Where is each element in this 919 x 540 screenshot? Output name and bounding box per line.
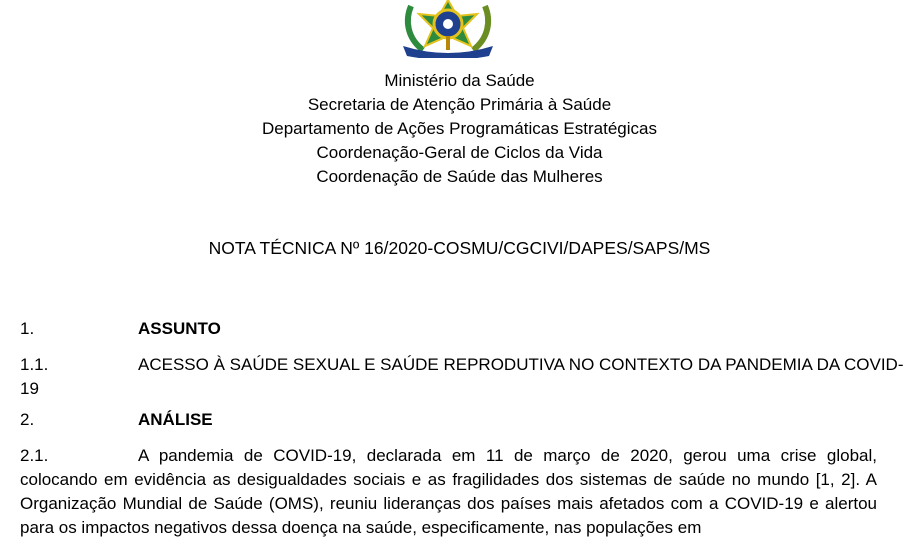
header-line-coordenacao: Coordenação de Saúde das Mulheres xyxy=(316,167,603,186)
header-line-departamento: Departamento de Ações Programáticas Estratégicas xyxy=(262,119,657,138)
section-text-line: ACESSO À SAÚDE SEXUAL E SAÚDE REPRODUTIVA NO CONTEXTO DA PANDEMIA DA COVID- xyxy=(138,355,904,374)
header-line-coordenacao-geral: Coordenação-Geral de Ciclos da Vida xyxy=(316,143,603,162)
brazil-coat-of-arms-emblem xyxy=(397,0,499,58)
section-number: 1. xyxy=(20,319,35,338)
section-text-line: 19 xyxy=(20,379,39,398)
section-number: 2.1. xyxy=(20,446,49,465)
section-heading: ASSUNTO xyxy=(138,319,221,338)
paragraph-text: A pandemia de COVID-19, declarada em 11 de março de 2020, gerou uma crise global, colocando em evidência as desigualdades sociais e as fragilidades dos sistemas de saúde no mundo [1, 2]. A Organização Mundial de Saúde (OMS), reuniu lideranças dos países mais afetados com a COVID-19 e alertou para os impactos negativos dessa doença na saúde, especificamente, nas populações em xyxy=(20,446,877,537)
section-number: 1.1. xyxy=(20,355,49,374)
section-1-1 xyxy=(20,353,904,401)
header-line-secretaria: Secretaria de Atenção Primária à Saúde xyxy=(307,95,612,114)
section-2-1-paragraph xyxy=(20,444,877,540)
section-heading: ANÁLISE xyxy=(138,410,213,429)
header-line-ministerio: Ministério da Saúde xyxy=(384,71,535,90)
document-title: NOTA TÉCNICA Nº 16/2020-COSMU/CGCIVI/DAPES/SAPS/MS xyxy=(208,238,711,258)
section-number: 2. xyxy=(20,410,35,429)
institution-header xyxy=(0,69,919,189)
